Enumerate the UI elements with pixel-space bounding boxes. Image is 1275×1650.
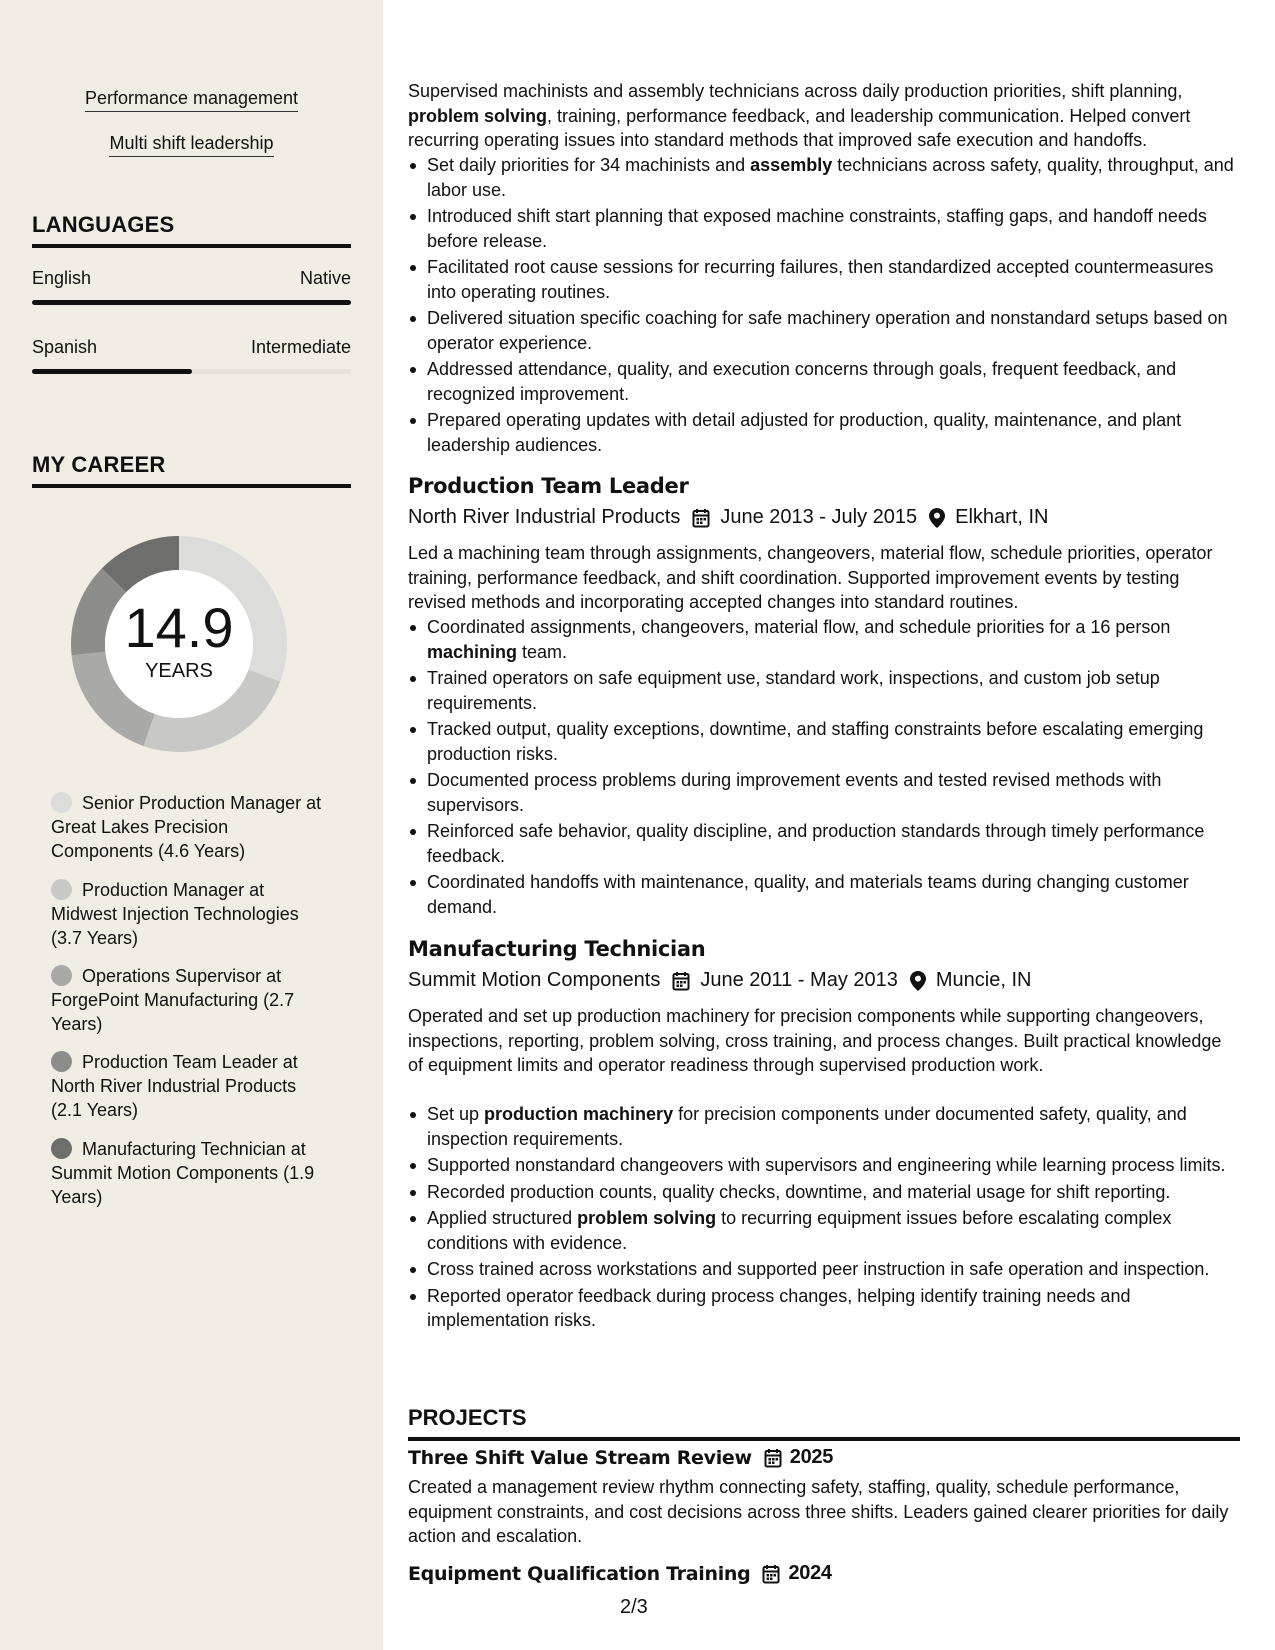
job-summary: Supervised machinists and assembly technicians across daily production priorities, shift planning, problem solving, training, performance feedback, and leadership communication. Helped convert recurring operating issues into standard methods that improved safe execution and handoffs.: [408, 81, 1191, 150]
bullet-item: Facilitated root cause sessions for recurring failures, then standardized accepted countermeasures into operating routines.: [408, 255, 1240, 304]
page-number: 2/3: [620, 1596, 648, 1618]
sidebar: [0, 0, 383, 1650]
bullet-item: Introduced shift start planning that exposed machine constraints, staffing gaps, and handoff needs before release.: [408, 204, 1240, 253]
bullet-item: Set daily priorities for 34 machinists and assembly technicians across safety, quality, throughput, and labor use.: [408, 153, 1240, 202]
main-content: [408, 0, 1240, 1650]
skill-item: Multi shift leadership: [0, 133, 383, 157]
job-location: Muncie, IN: [935, 969, 1032, 991]
language-name: English: [32, 268, 92, 288]
bullet-item: Delivered situation specific coaching for safe machinery operation and nonstandard setups based on operator experience.: [408, 306, 1240, 355]
bullet-item: Documented process problems during improvement events and tested revised methods with supervisors.: [408, 768, 1240, 817]
bullet-item: Tracked output, quality exceptions, downtime, and staffing constraints before escalating emerging production risks.: [408, 717, 1240, 766]
calendar-icon: [764, 1448, 782, 1468]
language-row: [32, 268, 351, 289]
calendar-icon: [762, 1564, 780, 1584]
job-title: Production Team Leader: [408, 474, 689, 498]
location-pin-icon: [929, 508, 945, 528]
career-total-unit: YEARS: [145, 659, 213, 682]
project-year: 2025: [789, 1446, 834, 1468]
calendar-icon: [672, 971, 690, 991]
job-dates: June 2011 - May 2013: [700, 969, 898, 991]
legend-dot: [51, 965, 72, 986]
career-total-number: 14.9: [124, 595, 234, 659]
job-bullets: [408, 153, 1240, 459]
bullet-item: Trained operators on safe equipment use, standard work, inspections, and custom job setup requirements.: [408, 666, 1240, 715]
projects-heading: PROJECTS: [408, 1405, 1240, 1441]
job-bullets: [408, 1102, 1240, 1335]
language-level: Native: [299, 268, 351, 288]
bullet-item: Coordinated assignments, changeovers, material flow, and schedule priorities for a 16 person machining team.: [408, 615, 1240, 664]
language-proficiency-bar: [32, 369, 351, 374]
language-name: Spanish: [32, 337, 98, 357]
legend-dot: [51, 792, 72, 813]
calendar-icon: [692, 508, 710, 528]
bullet-item: Prepared operating updates with detail adjusted for production, quality, maintenance, and plant leadership audiences.: [408, 408, 1240, 457]
bullet-item: Coordinated handoffs with maintenance, quality, and materials teams during changing customer demand.: [408, 870, 1240, 919]
career-legend-item: Senior Production Manager at Great Lakes Precision Components (4.6 Years): [51, 793, 322, 861]
bullet-item: Addressed attendance, quality, and execution concerns through goals, frequent feedback, and recognized improvement.: [408, 357, 1240, 406]
bullet-item: Applied structured problem solving to recurring equipment issues before escalating complex conditions with evidence.: [408, 1206, 1240, 1255]
legend-dot: [51, 1138, 72, 1159]
career-legend-item: Production Manager at Midwest Injection Technologies (3.7 Years): [51, 880, 299, 948]
company-name: North River Industrial Products: [408, 506, 681, 528]
languages-heading: LANGUAGES: [32, 212, 351, 248]
bullet-item: Reported operator feedback during process changes, helping identify training needs and implementation risks.: [408, 1284, 1240, 1333]
bullet-item: Recorded production counts, quality checks, downtime, and material usage for shift reporting.: [408, 1180, 1240, 1205]
bullet-item: Supported nonstandard changeovers with supervisors and engineering while learning process limits.: [408, 1153, 1240, 1178]
proficiency-fill: [32, 369, 192, 374]
bullet-item: Set up production machinery for precision components under documented safety, quality, and inspection requirements.: [408, 1102, 1240, 1151]
job-summary: Operated and set up production machinery for precision components while supporting changeovers, inspections, reporting, problem solving, cross training, and process changes. Built practical knowledge of equipment limits and operator readiness through supervised production work.: [408, 1006, 1222, 1075]
location-pin-icon: [910, 971, 926, 991]
career-legend-item: Production Team Leader at North River Industrial Products (2.1 Years): [51, 1052, 298, 1120]
language-proficiency-bar: [32, 300, 351, 305]
company-name: Summit Motion Components: [408, 969, 661, 991]
job-bullets: [408, 615, 1240, 921]
career-legend-item: Manufacturing Technician at Summit Motion Components (1.9 Years): [51, 1139, 315, 1207]
job-location: Elkhart, IN: [955, 506, 1049, 528]
job-dates: June 2013 - July 2015: [720, 506, 918, 528]
project-description: Created a management review rhythm connecting safety, staffing, quality, schedule performance, equipment constraints, and cost decisions across three shifts. Leaders gained clearer priorities for daily action and escalation.: [408, 1477, 1229, 1546]
job-title: Manufacturing Technician: [408, 937, 706, 961]
skill-item: Performance management: [0, 88, 383, 112]
career-heading: MY CAREER: [32, 452, 351, 488]
bullet-item: Cross trained across workstations and supported peer instruction in safe operation and inspection.: [408, 1257, 1240, 1282]
career-total: [66, 531, 292, 757]
job-meta: [408, 969, 1031, 992]
language-row: [32, 337, 351, 358]
legend-dot: [51, 1051, 72, 1072]
legend-dot: [51, 879, 72, 900]
project-title: Three Shift Value Stream Review 2025: [408, 1446, 834, 1469]
job-meta: [408, 506, 1049, 529]
project-year: 2024: [788, 1562, 832, 1584]
bullet-item: Reinforced safe behavior, quality discipline, and production standards through timely performance feedback.: [408, 819, 1240, 868]
career-legend-item: Operations Supervisor at ForgePoint Manufacturing (2.7 Years): [51, 966, 295, 1034]
job-summary: Led a machining team through assignments, changeovers, material flow, schedule priorities, operator training, performance feedback, and shift coordination. Supported improvement events by testing revised methods and incorporating accepted changes into standard routines.: [408, 543, 1213, 612]
project-title: Equipment Qualification Training 2024: [408, 1562, 832, 1585]
proficiency-fill: [32, 300, 351, 305]
language-level: Intermediate: [250, 337, 351, 357]
